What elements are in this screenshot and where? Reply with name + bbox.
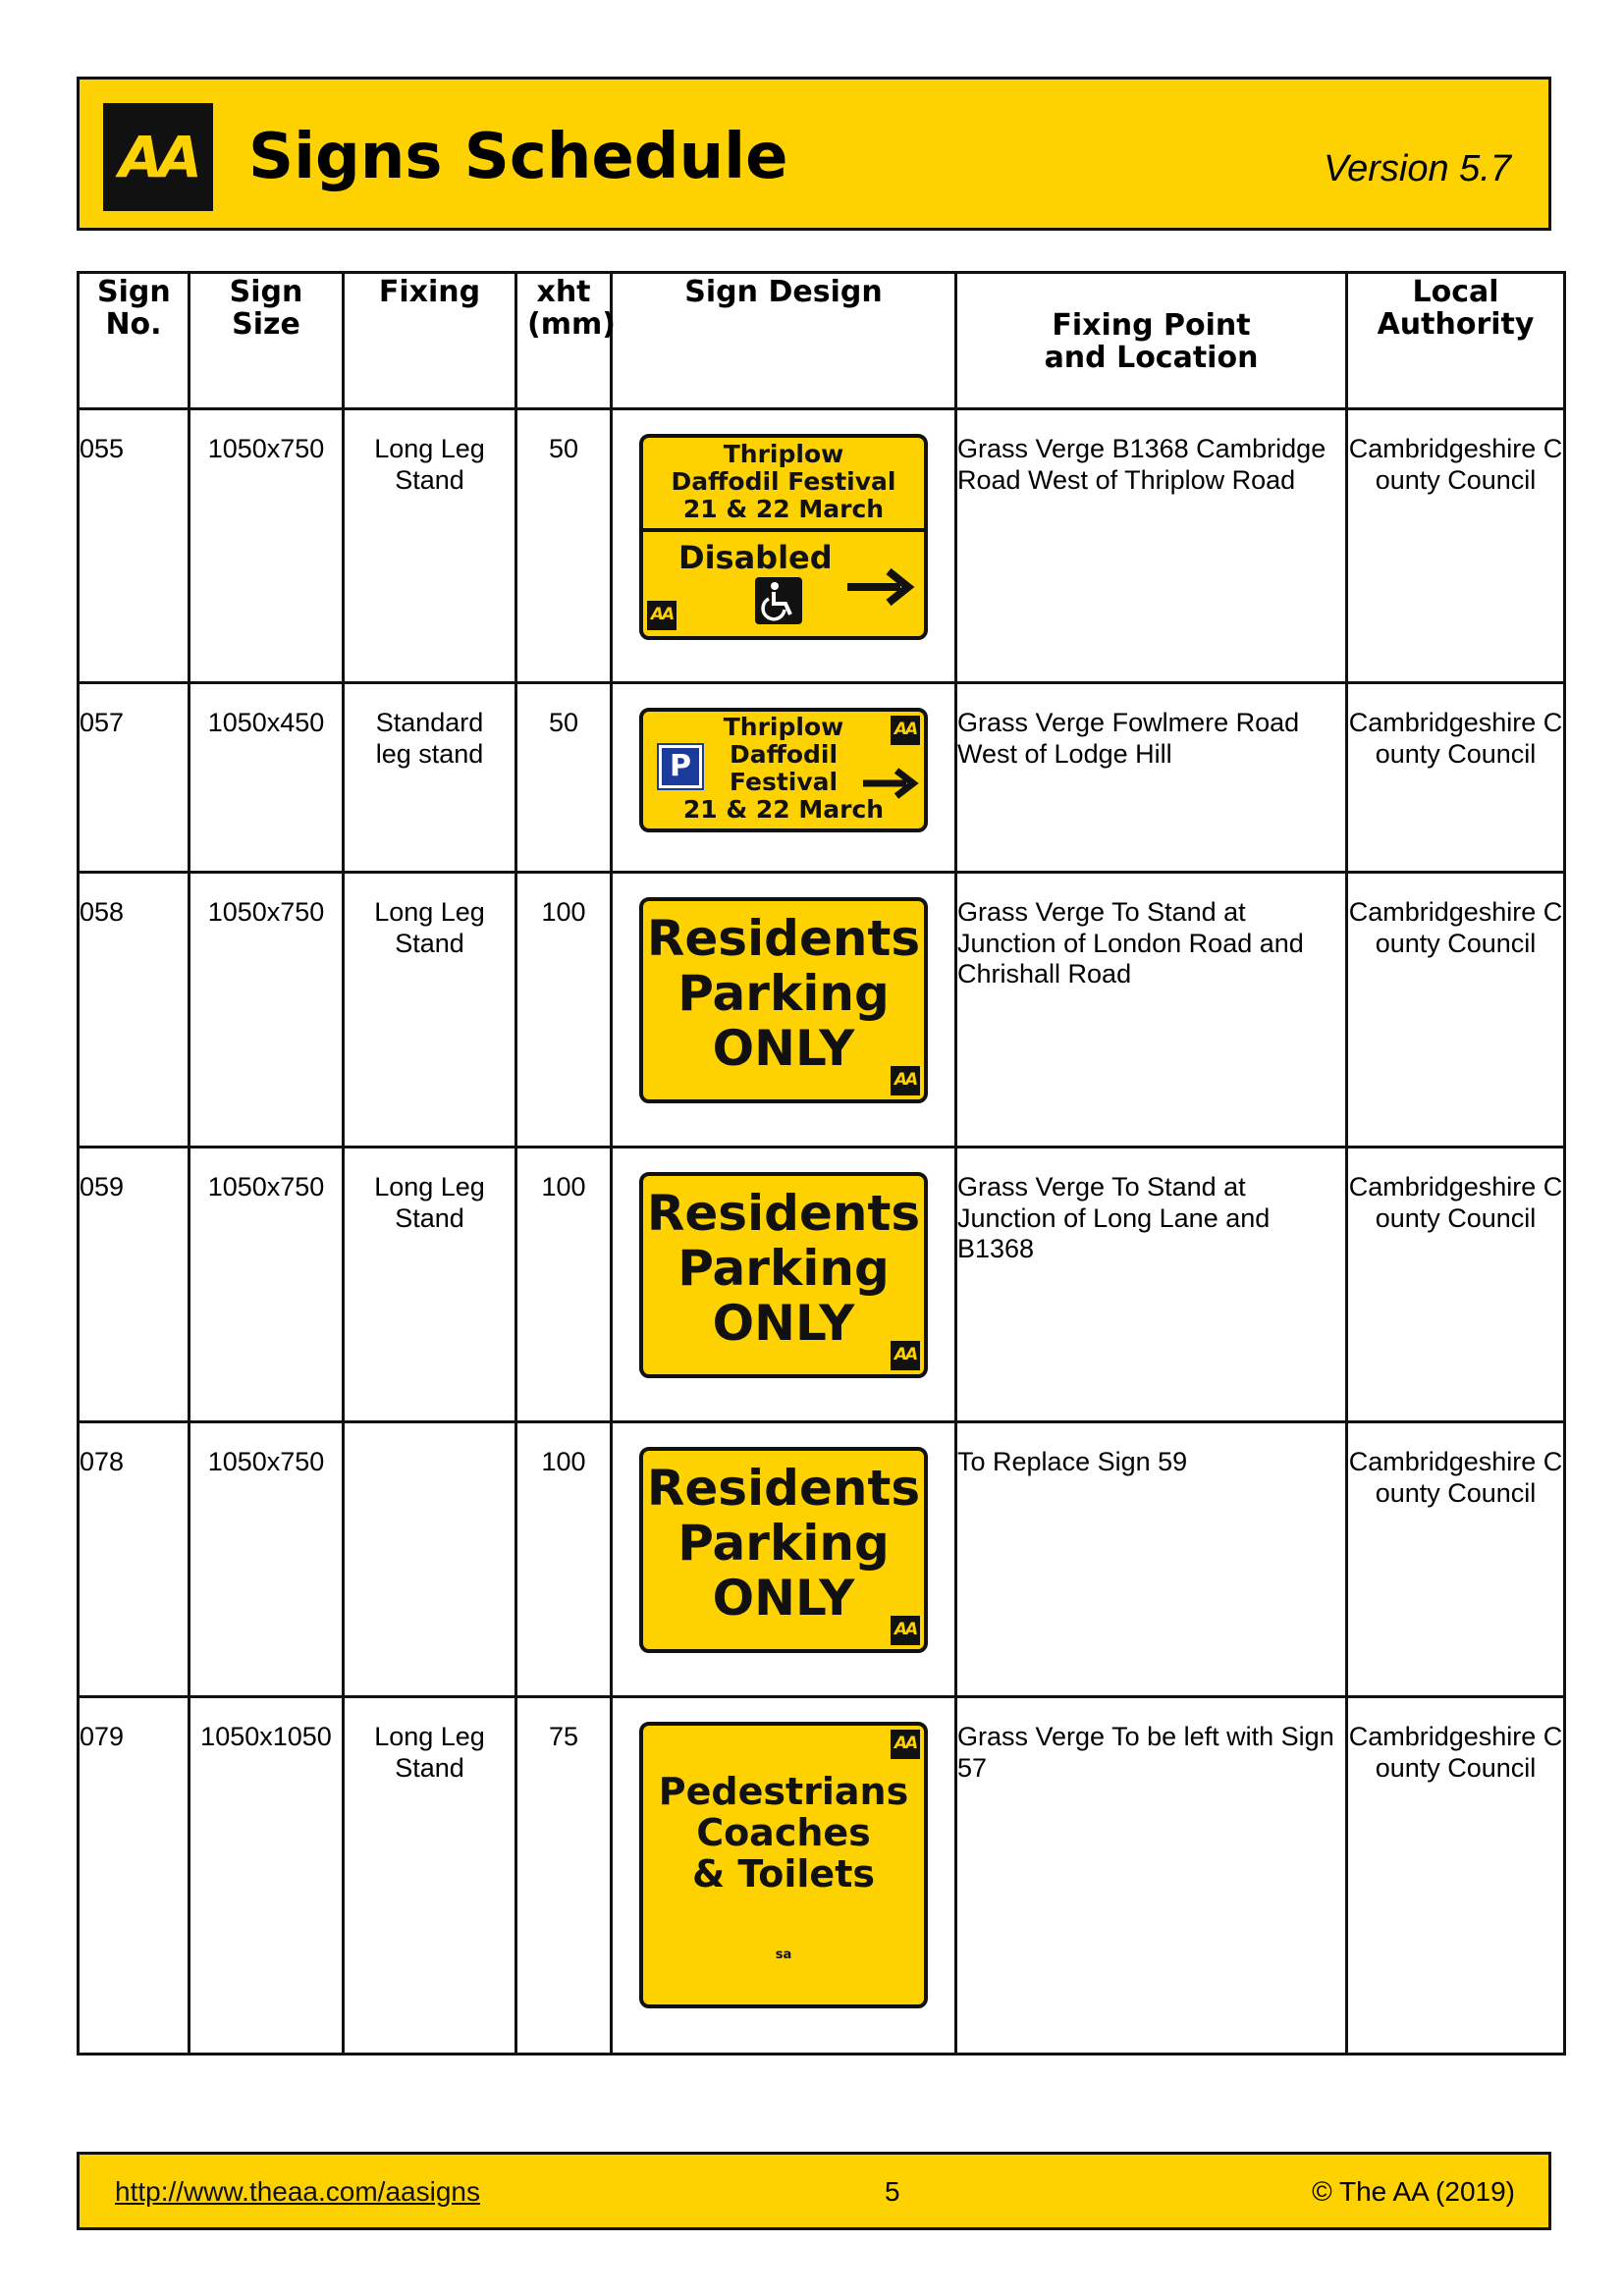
sign-design — [612, 409, 956, 683]
location: Grass Verge To be left with Sign 57 — [956, 1697, 1347, 2055]
sign-line: Daffodil — [729, 740, 839, 769]
sign-size: 1050x750 — [189, 873, 344, 1148]
aa-logo-icon: AA — [891, 1066, 920, 1095]
fixing — [344, 1422, 516, 1697]
sign-size: 1050x750 — [189, 409, 344, 683]
sign-line: Disabled — [678, 539, 833, 576]
aa-logo-icon: AA — [891, 1730, 920, 1759]
location: To Replace Sign 59 — [956, 1422, 1347, 1697]
table-row — [79, 1697, 1565, 2055]
col-fixing: Fixing — [344, 273, 516, 409]
version-label: Version 5.7 — [1324, 148, 1511, 189]
page-number: 5 — [885, 2176, 900, 2207]
page-footer — [77, 2152, 1551, 2230]
fixing: Long Leg Stand — [344, 1697, 516, 2055]
col-xht: xht (mm) — [516, 273, 612, 409]
table-row — [79, 1148, 1565, 1422]
authority: Cambridgeshire County Council — [1347, 683, 1565, 873]
fixing: Standard leg stand — [344, 683, 516, 873]
fixing: Long Leg Stand — [344, 409, 516, 683]
website-link[interactable]: http://www.theaa.com/aasigns — [115, 2176, 480, 2207]
copyright: © The AA (2019) — [1312, 2176, 1515, 2207]
sign-no: 055 — [79, 409, 189, 683]
sign-057 — [639, 708, 928, 832]
sign-line: Parking — [677, 1515, 890, 1572]
sign-line: Thriplow — [723, 713, 844, 741]
authority: Cambridgeshire County Council — [1347, 409, 1565, 683]
sign-no: 057 — [79, 683, 189, 873]
location: Grass Verge Fowlmere Road West of Lodge Hill — [956, 683, 1347, 873]
sign-line: Residents — [646, 910, 921, 967]
location: Grass Verge B1368 Cambridge Road West of Thriplow Road — [956, 409, 1347, 683]
page-header — [77, 77, 1551, 231]
parking-icon: P — [659, 745, 702, 788]
sign-line: & Toilets — [692, 1852, 875, 1896]
page-title: Signs Schedule — [248, 121, 788, 193]
location: Grass Verge To Stand at Junction of London Road and Chrishall Road — [956, 873, 1347, 1148]
sign-size: 1050x750 — [189, 1422, 344, 1697]
xht: 50 — [516, 683, 612, 873]
sign-078 — [639, 1447, 928, 1653]
sign-size: 1050x1050 — [189, 1697, 344, 2055]
aa-logo: AA — [103, 103, 213, 211]
authority: Cambridgeshire County Council — [1347, 1697, 1565, 2055]
sign-line: Festival — [729, 768, 839, 796]
sign-line: Daffodil Festival — [671, 467, 896, 496]
aa-logo-icon: AA — [647, 601, 677, 630]
xht: 100 — [516, 1422, 612, 1697]
sign-079 — [639, 1722, 928, 2008]
table-row — [79, 409, 1565, 683]
sign-line: 21 & 22 March — [682, 495, 885, 523]
col-sign-no: Sign No. — [79, 273, 189, 409]
sign-size: 1050x450 — [189, 683, 344, 873]
sign-top-panel — [643, 438, 924, 532]
location: Grass Verge To Stand at Junction of Long Lane and B1368 — [956, 1148, 1347, 1422]
sign-design — [612, 873, 956, 1148]
sign-line: ONLY — [712, 1295, 855, 1352]
signs-table — [77, 271, 1566, 2056]
sign-line: ONLY — [712, 1570, 855, 1627]
sign-line: Residents — [646, 1460, 921, 1517]
sign-line: Pedestrians — [658, 1770, 909, 1813]
authority: Cambridgeshire County Council — [1347, 1422, 1565, 1697]
sign-line: ONLY — [712, 1020, 855, 1077]
sign-line: Parking — [677, 1240, 890, 1297]
arrow-right-icon — [845, 567, 916, 607]
wheelchair-icon — [755, 577, 802, 624]
table-row — [79, 873, 1565, 1148]
sign-line: Parking — [677, 965, 890, 1022]
xht: 100 — [516, 873, 612, 1148]
table-header-row — [79, 273, 1565, 409]
xht: 100 — [516, 1148, 612, 1422]
sign-058 — [639, 897, 928, 1103]
sign-059 — [639, 1172, 928, 1378]
sign-line: Thriplow — [723, 440, 844, 468]
sign-small-text: sa — [775, 1948, 792, 1962]
sign-line: Coaches — [696, 1811, 871, 1854]
col-location: Fixing Point and Location — [956, 273, 1347, 409]
col-authority: Local Authority — [1347, 273, 1565, 409]
xht: 50 — [516, 409, 612, 683]
authority: Cambridgeshire County Council — [1347, 873, 1565, 1148]
sign-design — [612, 1422, 956, 1697]
sign-design — [612, 1697, 956, 2055]
sign-no: 078 — [79, 1422, 189, 1697]
table-row — [79, 683, 1565, 873]
sign-no: 079 — [79, 1697, 189, 2055]
sign-line: Residents — [646, 1185, 921, 1242]
sign-design — [612, 1148, 956, 1422]
aa-logo-icon: AA — [891, 716, 920, 745]
xht: 75 — [516, 1697, 612, 2055]
aa-logo-icon: AA — [891, 1341, 920, 1370]
col-sign-size: Sign Size — [189, 273, 344, 409]
sign-line: 21 & 22 March — [682, 795, 885, 824]
aa-logo-icon: AA — [891, 1616, 920, 1645]
arrow-right-icon — [861, 767, 920, 800]
fixing: Long Leg Stand — [344, 1148, 516, 1422]
fixing: Long Leg Stand — [344, 873, 516, 1148]
authority: Cambridgeshire County Council — [1347, 1148, 1565, 1422]
sign-055 — [639, 434, 928, 640]
sign-no: 058 — [79, 873, 189, 1148]
col-sign-design: Sign Design — [612, 273, 956, 409]
sign-no: 059 — [79, 1148, 189, 1422]
sign-design — [612, 683, 956, 873]
table-row — [79, 1422, 1565, 1697]
sign-size: 1050x750 — [189, 1148, 344, 1422]
